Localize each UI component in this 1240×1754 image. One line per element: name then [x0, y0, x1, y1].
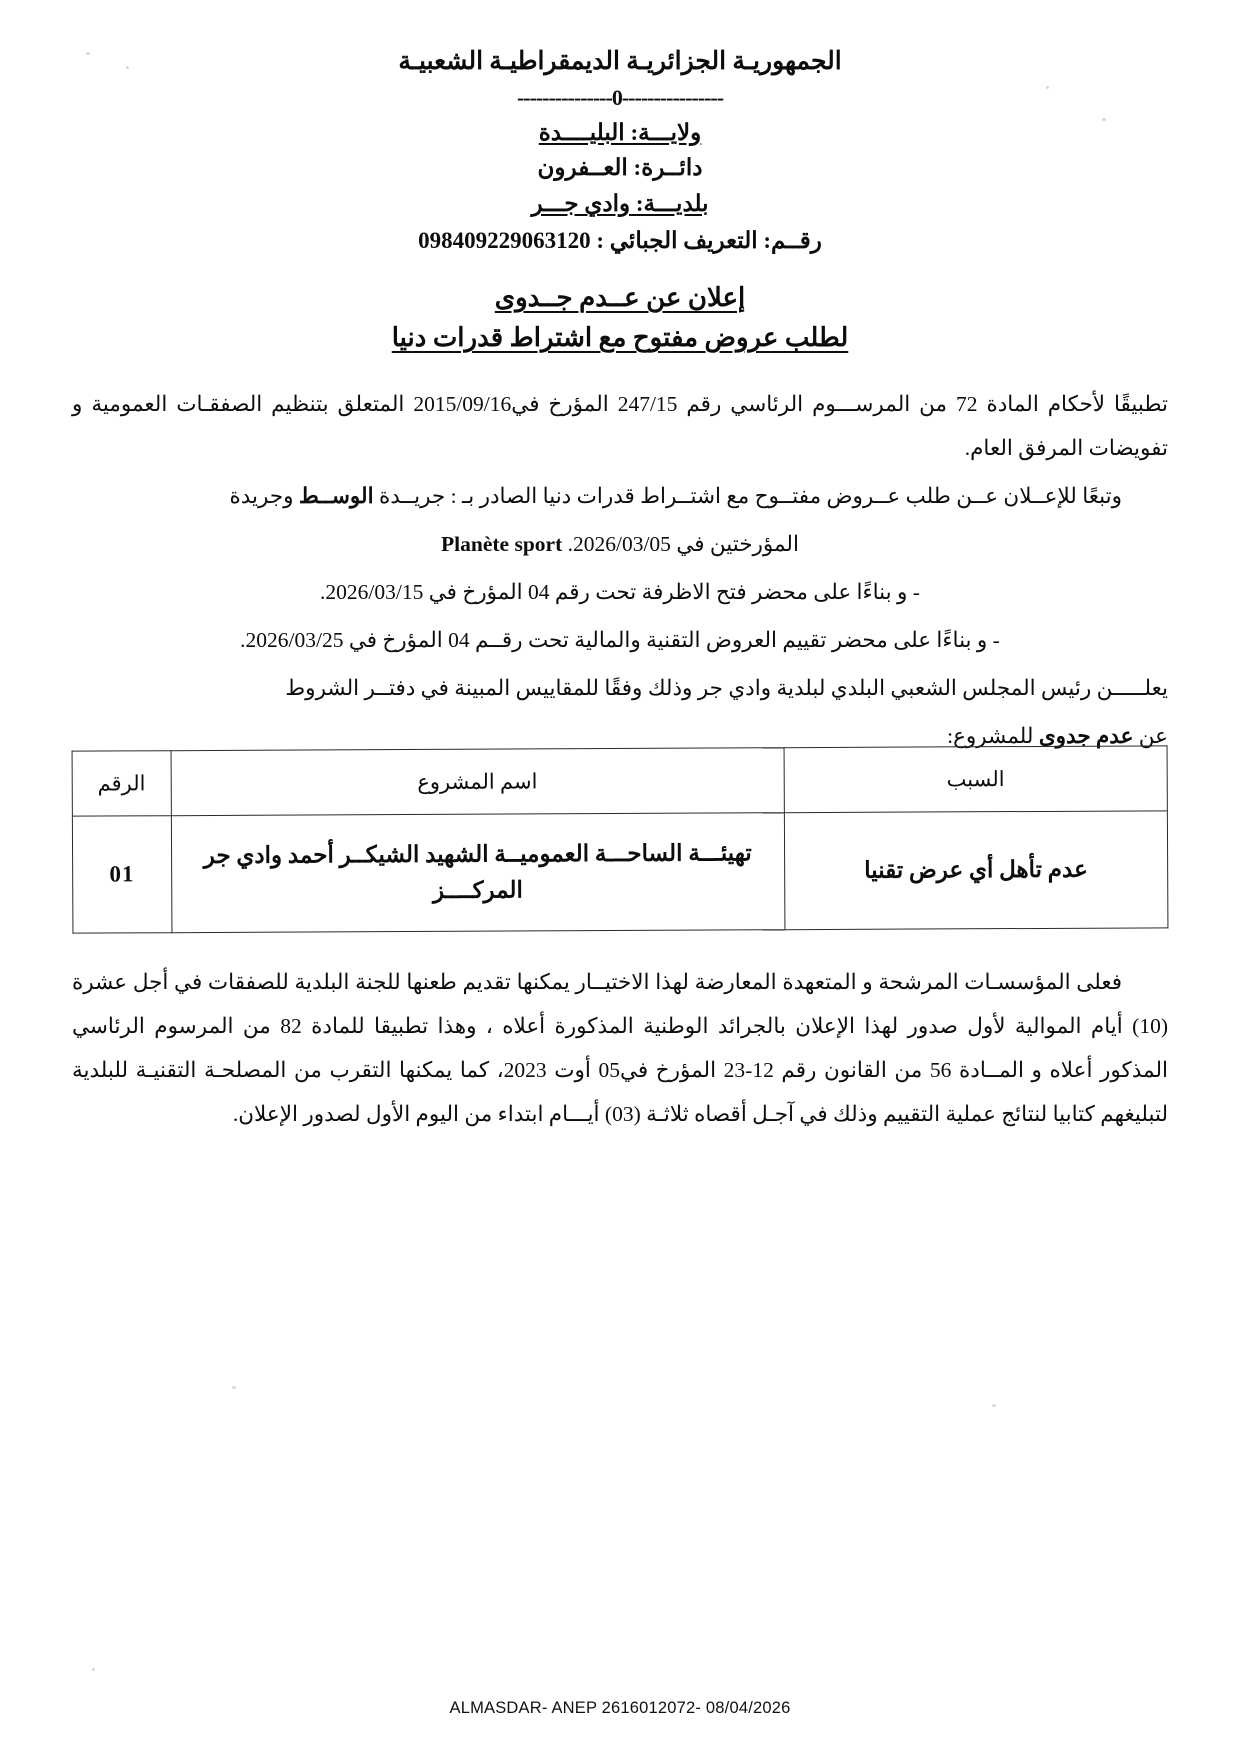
wilaya-line: ولايـــة: البليــــدة — [538, 119, 702, 145]
cell-project-name: تهيئـــة الساحـــة العموميــة الشهيد الشيكــر أحمد وادي جر المركــــز — [171, 813, 785, 933]
tax-id-value: 098409229063120 — [418, 227, 591, 253]
notice-title-block — [0, 283, 1240, 353]
anep-reference: ALMASDAR- ANEP 2616012072- 08/04/2026 — [449, 1699, 791, 1717]
column-header-project-name: اسم المشروع — [171, 748, 784, 816]
newspaper-one: الوســط — [298, 484, 374, 509]
table-header — [72, 746, 1167, 816]
declaration-paragraph: يعلـــــن رئيس المجلس الشعبي البلدي لبلدية وادي جر وذلك وفقًا للمقاييس المبينة في دفتــر الشروط — [285, 676, 1168, 701]
header-divider: ----------------0--------------- — [516, 84, 724, 110]
column-header-number: الرقم — [72, 751, 171, 816]
scan-speck — [232, 1386, 236, 1389]
table-body — [72, 811, 1168, 933]
publication-prefix: وتبعًا للإعــلان عــن طلب عــروض مفتــوح مع اشتــراط قدرات دنيا الصادر بـ : جريــدة — [378, 484, 1122, 509]
publication-date-line — [72, 522, 1168, 566]
column-header-reason: السبب — [784, 746, 1168, 813]
infructuous-suffix: للمشروع: — [947, 724, 1034, 749]
publication-paragraph — [72, 474, 1168, 518]
document-footer — [0, 1699, 1240, 1718]
table-header-row — [72, 746, 1167, 816]
republic-title: الجمهوريـة الجزائريـة الديمقراطيـة الشعبيـة — [398, 48, 842, 75]
infructuous-prefix: عن — [1138, 724, 1168, 749]
bullet-envelope-opening: - و بناءًا على محضر فتح الاظرفة تحت رقم 04 المؤرخ في 2026/03/15. — [320, 580, 920, 605]
bullet-offer-evaluation: - و بناءًا على محضر تقييم العروض التقنية والمالية تحت رقــم 04 المؤرخ في 2026/03/25. — [240, 628, 1000, 653]
baladia-line: بلديـــة: وادي جـــر — [531, 191, 709, 217]
scan-speck — [92, 1668, 95, 1671]
cell-number: 01 — [72, 816, 171, 933]
publication-suffix: المؤرختين في 2026/03/05. — [567, 532, 799, 557]
legal-basis-paragraph: تطبيقًا لأحكام المادة 72 من المرســـوم الرئاسي رقم 247/15 المؤرخ في2015/09/16 المتعلق بتنظيم الصفقـات العمومية و تفويضات المرفق العام. — [72, 392, 1168, 461]
infructuous-keyword: عدم جدوى — [1038, 724, 1134, 749]
tax-id-line — [0, 225, 1240, 258]
notice-title-primary: إعلان عن عــدم جــدوى — [494, 283, 746, 312]
table-row — [72, 811, 1168, 933]
appeal-section — [72, 938, 1168, 1157]
project-table — [72, 745, 1169, 933]
publication-middle: وجريدة — [229, 484, 294, 509]
notice-title-secondary: لطلب عروض مفتوح مع اشتراط قدرات دنيا — [391, 323, 849, 352]
project-table-wrapper — [72, 748, 1168, 931]
document-body — [72, 382, 1168, 763]
tax-id-label: رقــم: التعريف الجبائي : — [596, 227, 822, 253]
document-header — [0, 44, 1240, 257]
daira-line: دائــرة: العــفرون — [537, 155, 703, 181]
appeal-paragraph: فعلى المؤسسـات المرشحة و المتعهدة المعارضة لهذا الاختيــار يمكنها تقديم طعنها للجنة البلدية للصفقات في أجل عشرة (10) أيام الموالية لأول صدور لهذا الإعلان بالجرائد الوطنية المذكورة أعلاه ، وهذا تطبيقا للمادة 82 من المرسوم الرئاسي المذكور أعلاه و المــادة 56 من القانون رقم 12-23 المؤرخ في05 أوت 2023، كما يمكنها التقرب من المصلحـة التقنيـة للبلدية لتبليغهم كتابيا لنتائج عملية التقييم وذلك في آجـل أقصاه ثلاثـة (03) أيـــام ابتداء من اليوم الأول لصدور الإعلان. — [72, 969, 1168, 1126]
scan-speck — [992, 1404, 996, 1407]
newspaper-two: Planète sport — [441, 532, 563, 557]
cell-reason: عدم تأهل أي عرض تقنيا — [784, 811, 1168, 930]
